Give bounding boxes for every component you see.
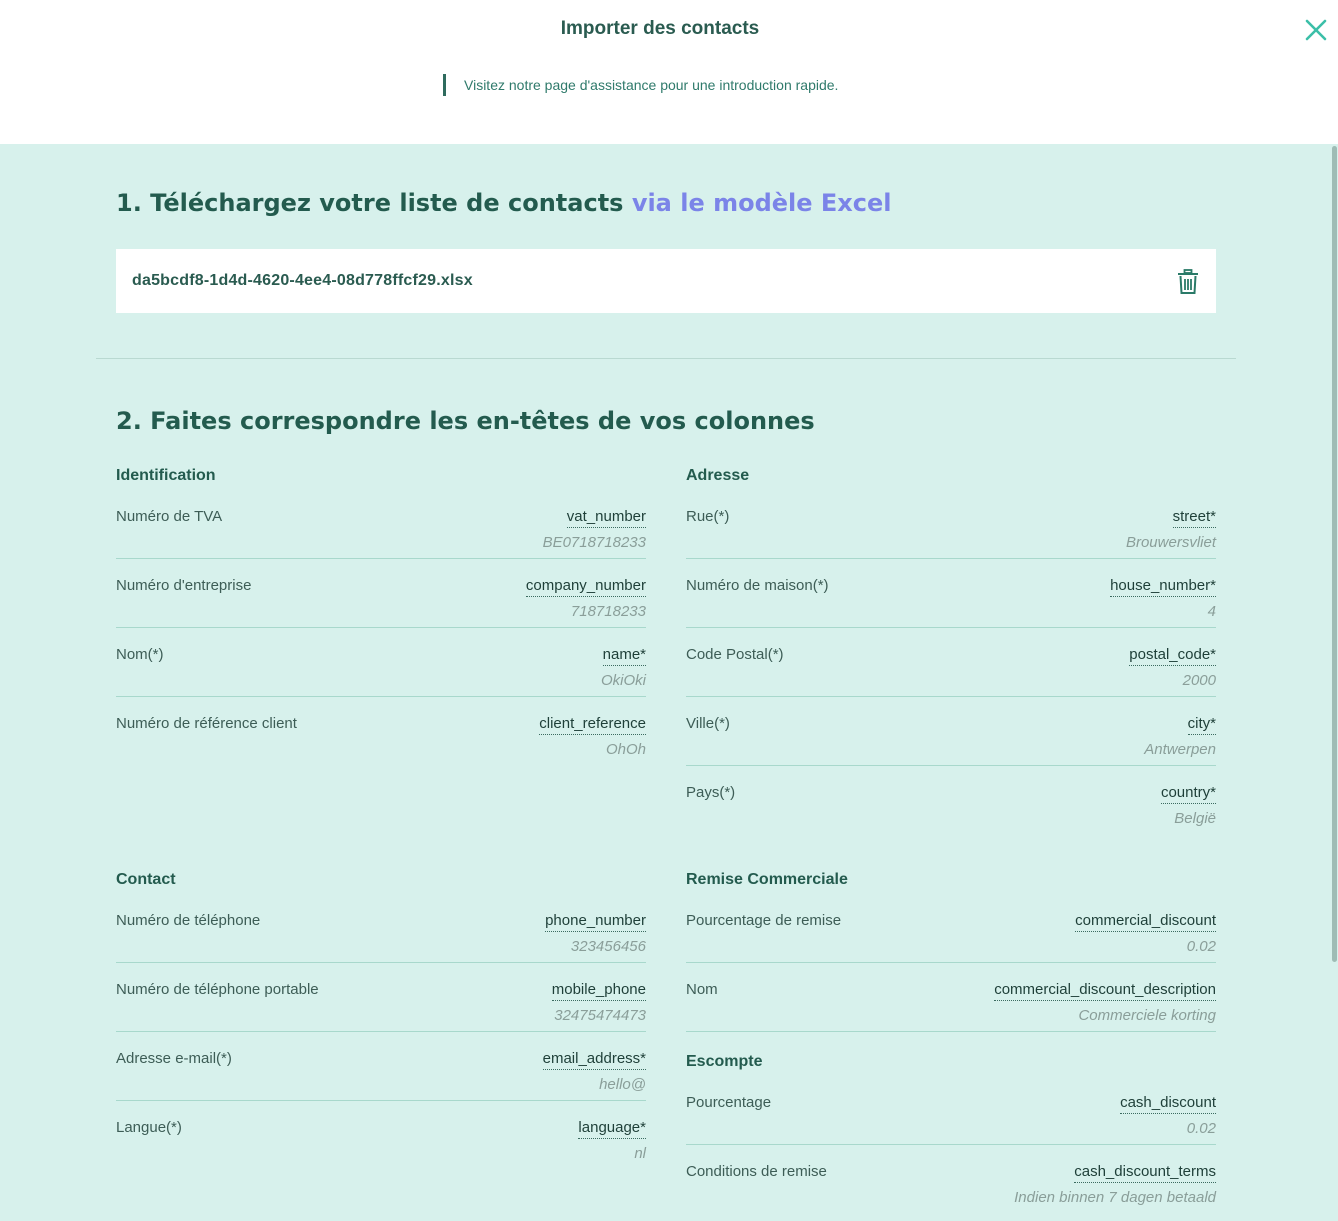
example-value: OkiOki bbox=[601, 672, 646, 689]
field-label: Numéro de TVA bbox=[116, 508, 223, 525]
trash-icon bbox=[1176, 269, 1200, 295]
scrollbar[interactable] bbox=[1332, 146, 1337, 962]
delete-file-button[interactable] bbox=[1176, 269, 1200, 295]
column-select[interactable]: house_number* bbox=[1110, 577, 1216, 597]
field-label: Numéro de maison(*) bbox=[686, 577, 829, 594]
column-select[interactable]: cash_discount_terms bbox=[1074, 1163, 1216, 1183]
example-value: OhOh bbox=[605, 741, 646, 758]
contact-title: Contact bbox=[116, 871, 176, 888]
column-select[interactable]: cash_discount bbox=[1120, 1094, 1216, 1114]
column-select[interactable]: city* bbox=[1188, 715, 1216, 735]
column-select[interactable]: commercial_discount bbox=[1075, 912, 1216, 932]
field-label: Code Postal(*) bbox=[686, 646, 784, 663]
mapping-row-city bbox=[686, 697, 1216, 766]
help-link[interactable]: Visitez notre page d'assistance pour une introduction rapide. bbox=[464, 77, 839, 93]
cash-discount-title: Escompte bbox=[686, 1053, 763, 1070]
mapping-row-country bbox=[686, 766, 1216, 835]
example-value: hello@ bbox=[599, 1076, 646, 1093]
mapping-row-street bbox=[686, 490, 1216, 559]
address-title: Adresse bbox=[686, 467, 750, 484]
step1-heading bbox=[116, 189, 892, 217]
example-value: Antwerpen bbox=[1144, 741, 1216, 758]
field-label: Pourcentage bbox=[686, 1094, 772, 1111]
field-label: Numéro de téléphone bbox=[116, 912, 261, 929]
column-select[interactable]: email_address* bbox=[543, 1050, 646, 1070]
field-label: Nom(*) bbox=[116, 646, 164, 663]
mapping-row-postal-code bbox=[686, 628, 1216, 697]
example-value: 2000 bbox=[1182, 672, 1216, 689]
mapping-row-commercial-discount bbox=[686, 894, 1216, 963]
example-value: 718718233 bbox=[570, 603, 646, 620]
field-label: Ville(*) bbox=[686, 715, 730, 732]
mapping-row-cash-discount-terms bbox=[686, 1145, 1216, 1214]
mapping-row-company-number bbox=[116, 559, 646, 628]
column-select[interactable]: vat_number bbox=[567, 508, 646, 528]
mapping-row-commercial-discount-description bbox=[686, 963, 1216, 1032]
column-select[interactable]: company_number bbox=[526, 577, 646, 597]
example-value: België bbox=[1174, 810, 1216, 827]
mapping-row-vat bbox=[116, 490, 646, 559]
step1-title: 1. Téléchargez votre liste de contacts bbox=[116, 189, 624, 217]
example-value: 0.02 bbox=[1186, 1120, 1216, 1137]
example-value: BE0718718233 bbox=[542, 534, 646, 551]
mapping-row-language bbox=[116, 1101, 646, 1170]
field-label: Pays(*) bbox=[686, 784, 736, 801]
example-value: Commerciele korting bbox=[1078, 1007, 1216, 1024]
example-value: 0.02 bbox=[1186, 938, 1216, 955]
column-select[interactable]: language* bbox=[578, 1119, 646, 1139]
section-divider bbox=[96, 358, 1236, 359]
example-value: 323456456 bbox=[570, 938, 646, 955]
example-value: 32475474473 bbox=[554, 1007, 646, 1024]
import-content bbox=[0, 144, 1338, 1221]
example-value: 4 bbox=[1207, 603, 1216, 620]
column-select[interactable]: commercial_discount_description bbox=[994, 981, 1216, 1001]
step2-title: 2. Faites correspondre les en-têtes de vos colonnes bbox=[116, 407, 815, 435]
column-select[interactable]: postal_code* bbox=[1129, 646, 1216, 666]
column-select[interactable]: street* bbox=[1173, 508, 1216, 528]
field-label: Nom bbox=[686, 981, 718, 998]
column-select[interactable]: client_reference bbox=[539, 715, 646, 735]
example-value: Indien binnen 7 dagen betaald bbox=[1014, 1189, 1216, 1206]
column-select[interactable]: phone_number bbox=[545, 912, 646, 932]
field-label: Numéro d'entreprise bbox=[116, 577, 252, 594]
file-name: da5bcdf8-1d4d-4620-4ee4-08d778ffcf29.xlsx bbox=[132, 272, 473, 289]
field-label: Pourcentage de remise bbox=[686, 912, 842, 929]
field-label: Adresse e-mail(*) bbox=[116, 1050, 232, 1067]
field-label: Rue(*) bbox=[686, 508, 730, 525]
mapping-row-client-reference bbox=[116, 697, 646, 766]
mapping-row-phone bbox=[116, 894, 646, 963]
mapping-row-email bbox=[116, 1032, 646, 1101]
field-label: Conditions de remise bbox=[686, 1163, 827, 1180]
column-select[interactable]: name* bbox=[603, 646, 646, 666]
excel-template-link[interactable]: via le modèle Excel bbox=[631, 189, 892, 217]
mapping-row-mobile bbox=[116, 963, 646, 1032]
example-value: Brouwersvliet bbox=[1125, 534, 1216, 551]
column-select[interactable]: mobile_phone bbox=[552, 981, 646, 1001]
field-label: Numéro de référence client bbox=[116, 715, 297, 732]
help-accent-bar bbox=[443, 74, 446, 96]
mapping-row-house-number bbox=[686, 559, 1216, 628]
field-label: Numéro de téléphone portable bbox=[116, 981, 319, 998]
example-value: nl bbox=[634, 1145, 646, 1162]
modal-title: Importer des contacts bbox=[560, 18, 760, 39]
close-icon bbox=[1302, 16, 1330, 44]
uploaded-file bbox=[116, 249, 1216, 313]
field-label: Langue(*) bbox=[116, 1119, 182, 1136]
close-button[interactable] bbox=[1302, 16, 1330, 44]
mapping-row-name bbox=[116, 628, 646, 697]
column-select[interactable]: country* bbox=[1161, 784, 1216, 804]
modal-header bbox=[0, 0, 1338, 144]
identification-title: Identification bbox=[116, 467, 216, 484]
mapping-row-cash-discount bbox=[686, 1076, 1216, 1145]
commercial-discount-title: Remise Commerciale bbox=[686, 871, 848, 888]
